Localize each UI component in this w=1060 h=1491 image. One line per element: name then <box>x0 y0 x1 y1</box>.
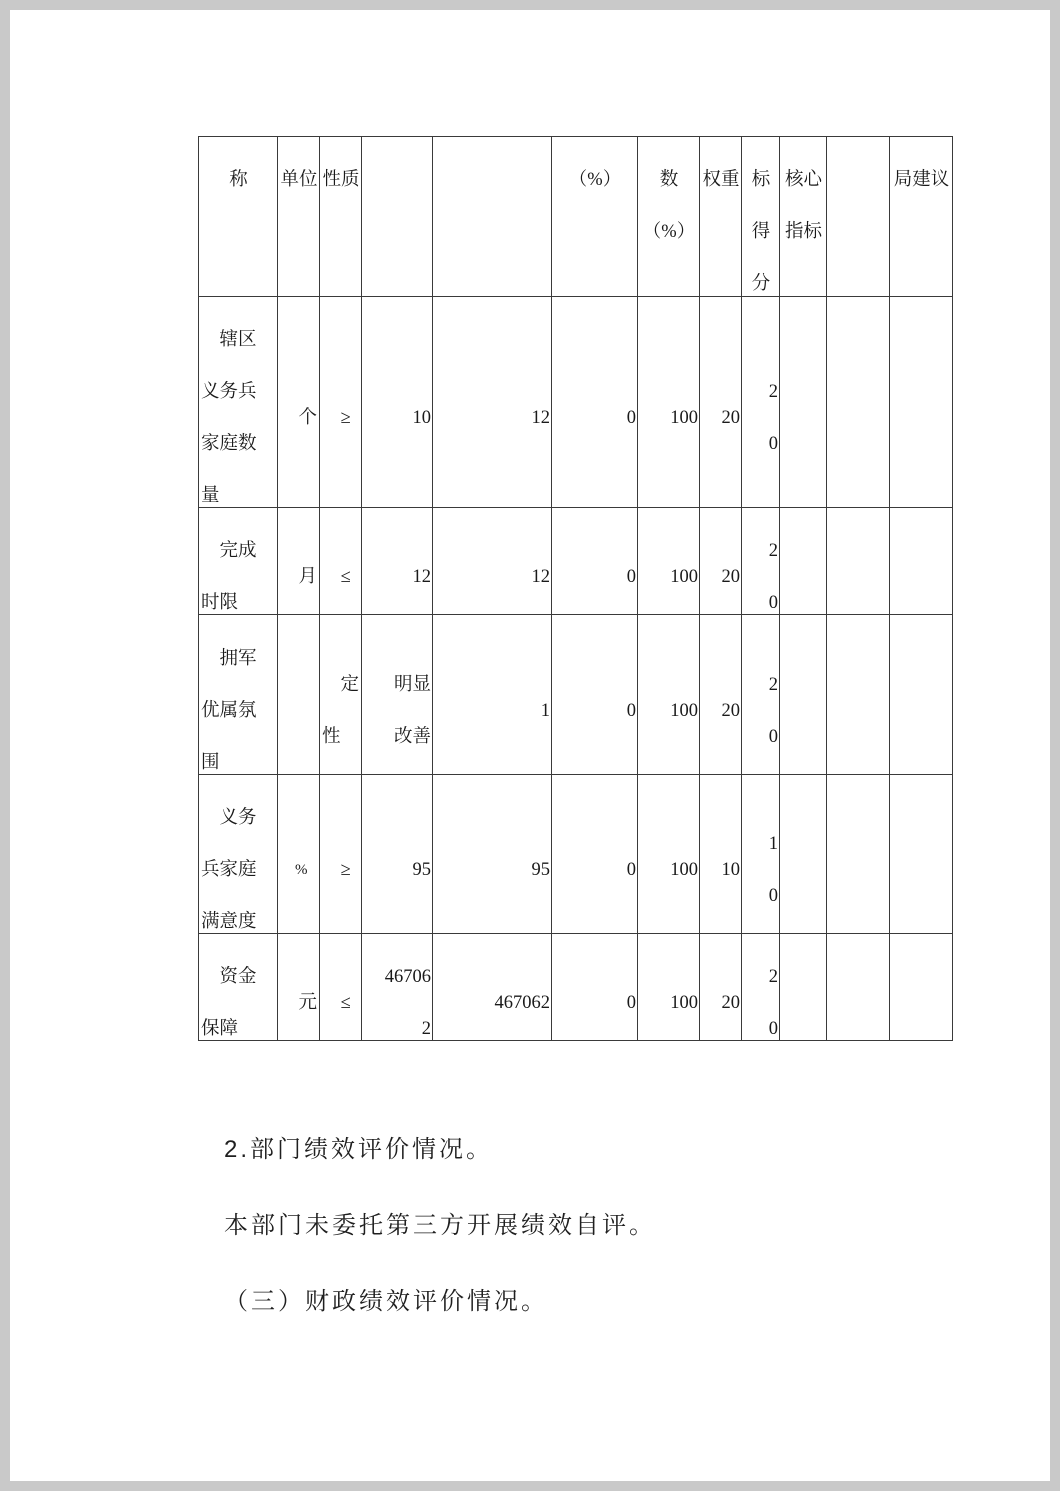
cell-text: 优属氛 <box>201 700 257 721</box>
cell-text: 100 <box>670 700 698 721</box>
cell-text: 家庭数 <box>201 434 257 454</box>
table-row <box>199 934 953 1041</box>
table-cell <box>827 934 890 1041</box>
table-cell <box>362 508 433 615</box>
section-heading: （三）财政绩效评价情况。 <box>224 1289 548 1315</box>
table-cell <box>890 775 953 934</box>
table-cell <box>700 508 742 615</box>
table-cell <box>433 934 552 1041</box>
cell-text: 20 <box>721 700 740 721</box>
cell-text: 0 <box>626 408 636 428</box>
table-cell <box>780 775 827 934</box>
cell-text: 0 <box>626 860 636 880</box>
table-cell <box>890 615 953 775</box>
table-cell <box>780 297 827 508</box>
cell-text: 性质 <box>322 170 360 190</box>
cell-text: 2 <box>768 541 778 561</box>
cell-text: 12 <box>412 567 431 587</box>
table-cell <box>780 615 827 775</box>
cell-text: 权重 <box>702 170 740 190</box>
cell-text: ≤ <box>340 567 351 587</box>
cell-text: 兵家庭 <box>201 860 257 880</box>
cell-text: 0 <box>626 993 636 1013</box>
cell-text: 20 <box>721 408 740 428</box>
table-cell <box>827 508 890 615</box>
table-cell <box>320 297 362 508</box>
header-cell <box>780 137 827 297</box>
table-cell <box>700 775 742 934</box>
table-cell <box>199 615 278 775</box>
table-cell <box>362 615 433 775</box>
cell-text: 量 <box>201 486 220 506</box>
table-cell <box>552 297 638 508</box>
cell-text: 月 <box>298 567 318 587</box>
header-cell <box>199 137 278 297</box>
cell-text: 保障 <box>201 1019 239 1039</box>
cell-text: 义务兵 <box>201 382 257 402</box>
cell-text: ≥ <box>340 860 351 880</box>
cell-text: （%） <box>568 170 622 190</box>
header-cell <box>320 137 362 297</box>
table-cell <box>199 508 278 615</box>
cell-text: 分 <box>751 274 771 294</box>
table-cell <box>638 297 700 508</box>
cell-text: 10 <box>721 860 740 880</box>
cell-text: 0 <box>768 593 778 613</box>
table-row <box>199 775 953 934</box>
cell-text: 核心 <box>784 170 822 190</box>
header-cell <box>742 137 780 297</box>
table-cell <box>780 934 827 1041</box>
section-number: 2. <box>224 1136 251 1163</box>
table-cell <box>742 508 780 615</box>
table-cell <box>780 508 827 615</box>
table-cell <box>638 775 700 934</box>
table-cell <box>278 297 320 508</box>
table-cell <box>199 934 278 1041</box>
table-cell <box>638 934 700 1041</box>
table-cell <box>742 775 780 934</box>
table-cell <box>433 775 552 934</box>
cell-text: 95 <box>412 860 431 880</box>
cell-text: 得 <box>751 222 771 242</box>
cell-text: （%） <box>642 222 696 242</box>
document-page <box>10 10 1050 1481</box>
table-header-row <box>199 137 953 297</box>
header-cell <box>700 137 742 297</box>
cell-text: 10 <box>412 408 431 428</box>
section-heading <box>224 1112 656 1188</box>
cell-text: 100 <box>670 993 698 1013</box>
cell-text: 100 <box>670 408 698 428</box>
cell-text: % <box>295 862 308 878</box>
header-cell <box>278 137 320 297</box>
table-cell <box>890 508 953 615</box>
cell-text: 性 <box>322 726 341 747</box>
header-cell <box>638 137 700 297</box>
header-cell <box>433 137 552 297</box>
cell-text: 2 <box>768 967 778 987</box>
cell-text: 局建议 <box>893 170 950 190</box>
table-row <box>199 508 953 615</box>
table-cell <box>320 615 362 775</box>
table-row <box>199 615 953 775</box>
cell-text: 100 <box>670 860 698 880</box>
section-title: 部门绩效评价情况。 <box>250 1137 494 1163</box>
table-cell <box>362 775 433 934</box>
header-cell <box>890 137 953 297</box>
table-cell <box>742 934 780 1041</box>
cell-text: 95 <box>531 860 550 880</box>
cell-text: 单位 <box>280 170 318 190</box>
cell-text: 0 <box>626 700 636 721</box>
table-cell <box>890 297 953 508</box>
cell-text: 明显 <box>393 674 431 695</box>
table-cell <box>199 775 278 934</box>
table-cell <box>278 508 320 615</box>
table-cell <box>552 508 638 615</box>
cell-text: 定 <box>340 674 360 695</box>
cell-text: ≤ <box>340 993 351 1013</box>
table-cell <box>433 297 552 508</box>
header-cell <box>827 137 890 297</box>
cell-text: 0 <box>768 1019 778 1039</box>
table-cell <box>700 297 742 508</box>
table-cell <box>742 297 780 508</box>
table-cell <box>362 297 433 508</box>
table-cell <box>552 775 638 934</box>
table-cell <box>552 934 638 1041</box>
cell-text: 辖区 <box>219 330 257 350</box>
table-cell <box>638 508 700 615</box>
table-cell <box>320 775 362 934</box>
table-cell <box>320 934 362 1041</box>
cell-text: 标 <box>751 170 771 190</box>
cell-text: 资金 <box>219 967 257 987</box>
cell-text: 1 <box>768 834 778 854</box>
table-cell <box>278 615 320 775</box>
cell-text: 指标 <box>784 222 822 242</box>
cell-text: 0 <box>768 434 778 454</box>
table-cell <box>552 615 638 775</box>
cell-text: 个 <box>298 408 318 428</box>
table-cell <box>199 297 278 508</box>
cell-text: 称 <box>229 170 248 190</box>
cell-text: 100 <box>670 567 698 587</box>
cell-text: 1 <box>540 700 550 721</box>
cell-text: 0 <box>768 726 778 747</box>
table-cell <box>278 934 320 1041</box>
cell-text: 元 <box>298 993 318 1013</box>
table-cell <box>827 615 890 775</box>
table-cell <box>433 615 552 775</box>
header-cell <box>362 137 433 297</box>
cell-text: 数 <box>659 170 679 190</box>
table-cell <box>320 508 362 615</box>
cell-text: 0 <box>626 567 636 587</box>
cell-text: 满意度 <box>201 912 257 932</box>
cell-text: 2 <box>768 674 778 695</box>
cell-text: 0 <box>768 886 778 906</box>
cell-text: 时限 <box>201 593 239 613</box>
cell-text: 2 <box>421 1019 431 1039</box>
cell-text: 拥军 <box>219 648 257 669</box>
cell-text: 12 <box>531 408 550 428</box>
cell-text: 改善 <box>393 726 431 747</box>
table-cell <box>890 934 953 1041</box>
cell-text: 12 <box>531 567 550 587</box>
cell-text: ≥ <box>340 408 351 428</box>
table-cell <box>827 775 890 934</box>
table-cell <box>700 615 742 775</box>
table-cell <box>433 508 552 615</box>
cell-text: 46706 <box>384 967 431 987</box>
header-cell <box>552 137 638 297</box>
cell-text: 2 <box>768 382 778 402</box>
cell-text: 完成 <box>219 541 257 561</box>
table-cell <box>278 775 320 934</box>
table-row <box>199 297 953 508</box>
table-cell <box>827 297 890 508</box>
table-cell <box>638 615 700 775</box>
table-cell <box>362 934 433 1041</box>
performance-table <box>198 136 953 1041</box>
paragraph: 本部门未委托第三方开展绩效自评。 <box>224 1213 656 1239</box>
cell-text: 20 <box>721 567 740 587</box>
table-cell <box>700 934 742 1041</box>
table-cell <box>742 615 780 775</box>
cell-text: 义务 <box>219 808 257 828</box>
body-text <box>224 1112 656 1340</box>
cell-text: 围 <box>201 752 220 773</box>
cell-text: 467062 <box>494 993 550 1013</box>
cell-text: 20 <box>721 993 740 1013</box>
